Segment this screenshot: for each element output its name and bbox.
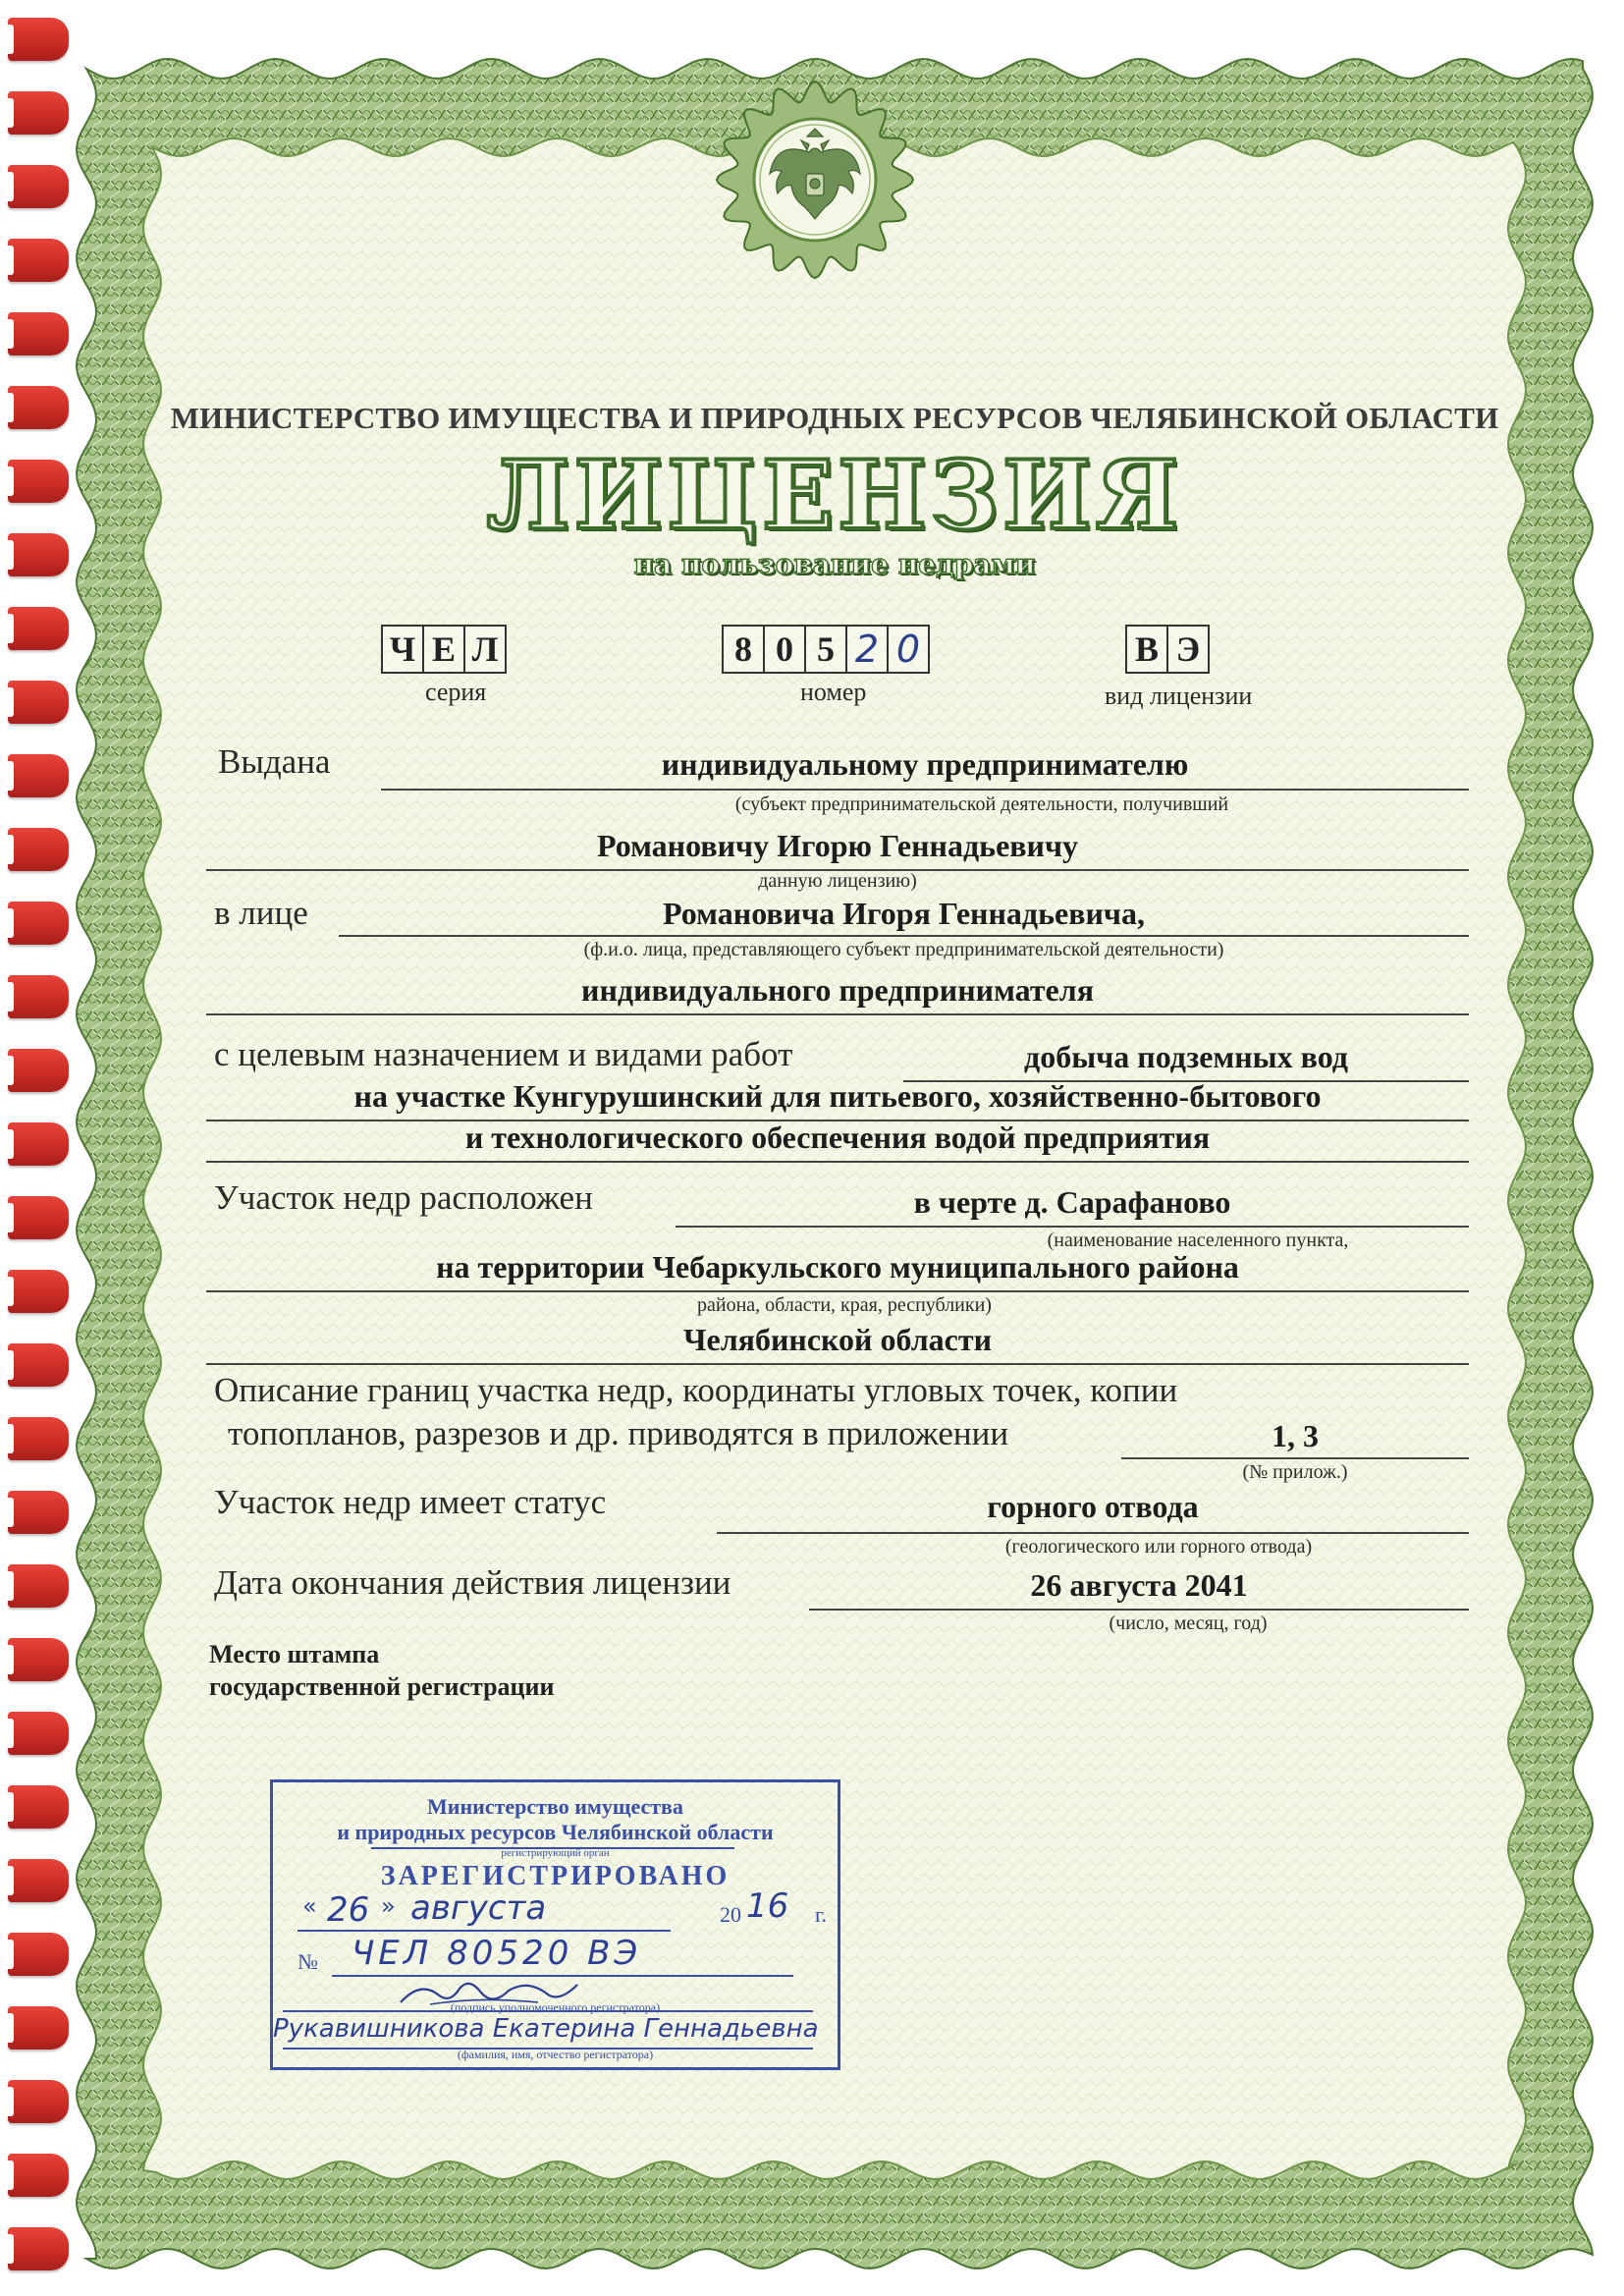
description-line-2: топопланов, разрезов и др. приводятся в приложении: [228, 1414, 1009, 1452]
underline: [339, 935, 1469, 937]
issued-note-2: данную лицензию): [758, 870, 917, 892]
purpose-label: с целевым назначением и видами работ: [214, 1035, 793, 1073]
underline: [717, 1532, 1469, 1534]
stamp-registrar-caption: (фамилия, имя, отчество регистратора): [457, 2048, 654, 2061]
series-char: Л: [463, 625, 507, 674]
number-boxes: [724, 625, 930, 674]
purpose-value-2: на участке Кунгурушинский для питьевого, хозяйственно-бытового: [353, 1078, 1322, 1114]
registration-stamp: [270, 1779, 840, 2070]
represented-note: (ф.и.о. лица, представляющего субъект предпринимательской деятельности): [583, 939, 1224, 960]
series-boxes: [383, 625, 507, 674]
underline: [206, 1363, 1469, 1365]
license-title: ЛИЦЕНЗИЯ: [486, 440, 1183, 551]
expiry-note: (число, месяц, год): [1109, 1613, 1268, 1634]
status-label: Участок недр имеет статус: [214, 1483, 607, 1521]
purpose-value-3: и технологического обеспечения водой предприятия: [464, 1120, 1211, 1155]
number-digit: 5: [804, 625, 847, 674]
status-note: (геологического или горного отвода): [1004, 1536, 1313, 1558]
location-value-2: на территории Чебаркульского муниципального района: [436, 1249, 1239, 1285]
underline: [206, 1290, 1469, 1292]
expiry-value: 26 августа 2041: [1030, 1567, 1248, 1603]
series-char: Е: [422, 625, 465, 674]
location-note-2: района, области, края, республики): [697, 1294, 992, 1316]
underline: [206, 1161, 1469, 1163]
type-boxes: [1127, 625, 1210, 674]
series-caption: серия: [425, 678, 487, 706]
stamp-year-prefix: 20: [720, 1902, 741, 1927]
location-label: Участок недр расположен: [214, 1178, 593, 1217]
underline: [206, 1013, 1469, 1015]
issued-note: (субъект предпринимательской деятельности, получивший: [734, 793, 1229, 815]
location-note-1: (наименование населенного пункта,: [1047, 1230, 1349, 1251]
underline: [1121, 1457, 1469, 1459]
number-digit: 8: [722, 625, 765, 674]
stamp-day-quote-close: »: [381, 1892, 396, 1920]
expiry-label: Дата окончания действия лицензии: [214, 1563, 731, 1602]
appendix-note: (№ прилож.): [1242, 1461, 1348, 1483]
underline: [381, 789, 1469, 791]
underline: [809, 1609, 1469, 1611]
status-value: горного отвода: [987, 1489, 1199, 1524]
stamp-reg-number: ЧЕЛ 80520 ВЭ: [352, 1934, 642, 1973]
location-value-3: Челябинской области: [683, 1322, 992, 1357]
stamp-registered: ЗАРЕГИСТРИРОВАНО: [380, 1861, 731, 1891]
stamp-day: 26: [327, 1890, 370, 1930]
issued-label: Выдана: [218, 742, 331, 781]
underline: [676, 1226, 1469, 1228]
location-value-1: в черте д. Сарафаново: [913, 1184, 1231, 1220]
number-digit: 0: [763, 625, 806, 674]
number-digit-handwritten: 2: [845, 625, 889, 674]
stamp-year-unit: г.: [815, 1902, 828, 1927]
stamp-number-prefix: №: [298, 1949, 318, 1974]
type-caption: вид лицензии: [1105, 682, 1253, 710]
stamp-place-line-2: государственной регистрации: [209, 1672, 555, 1701]
stamp-date-line: [298, 1930, 671, 1932]
stamp-org-caption: регистрирующий орган: [501, 1847, 610, 1859]
stamp-org-line-2: и природных ресурсов Челябинской области: [337, 1820, 774, 1844]
stamp-year-suffix: 16: [746, 1886, 789, 1926]
stamp-signature-caption: (подпись уполномоченного регистратора): [450, 2000, 661, 2014]
description-line-1: Описание границ участка недр, координаты угловых точек, копии: [214, 1371, 1178, 1409]
stamp-place-line-1: Место штампа: [209, 1640, 380, 1668]
issued-value: индивидуальному предпринимателю: [661, 746, 1189, 782]
number-digit-handwritten: 0: [887, 625, 930, 674]
purpose-value-1: добыча подземных вод: [1024, 1039, 1348, 1074]
stamp-month: августа: [410, 1888, 547, 1928]
ministry-title: МИНИСТЕРСТВО ИМУЩЕСТВА И ПРИРОДНЫХ РЕСУРСОВ ЧЕЛЯБИНСКОЙ ОБЛАСТИ: [170, 401, 1499, 435]
represented-value-2: индивидуального предпринимателя: [581, 972, 1094, 1008]
license-subtitle: на пользование недрами: [633, 548, 1036, 580]
represented-value: Романовича Игоря Геннадьевича,: [663, 896, 1145, 931]
series-char: Ч: [381, 625, 424, 674]
type-char: В: [1125, 625, 1168, 674]
stamp-registrar-name: Рукавишникова Екатерина Геннадьевна: [273, 2014, 819, 2044]
holder-name: Романовичу Игорю Геннадьевичу: [596, 828, 1079, 863]
stamp-day-quote-open: «: [302, 1892, 317, 1920]
stamp-place-caption: [209, 1638, 554, 1703]
appendix-value: 1, 3: [1272, 1418, 1319, 1453]
represented-label: в лице: [214, 894, 308, 932]
stamp-org-line-1: Министерство имущества: [427, 1794, 683, 1819]
type-char: Э: [1166, 625, 1210, 674]
number-caption: номер: [800, 678, 867, 706]
